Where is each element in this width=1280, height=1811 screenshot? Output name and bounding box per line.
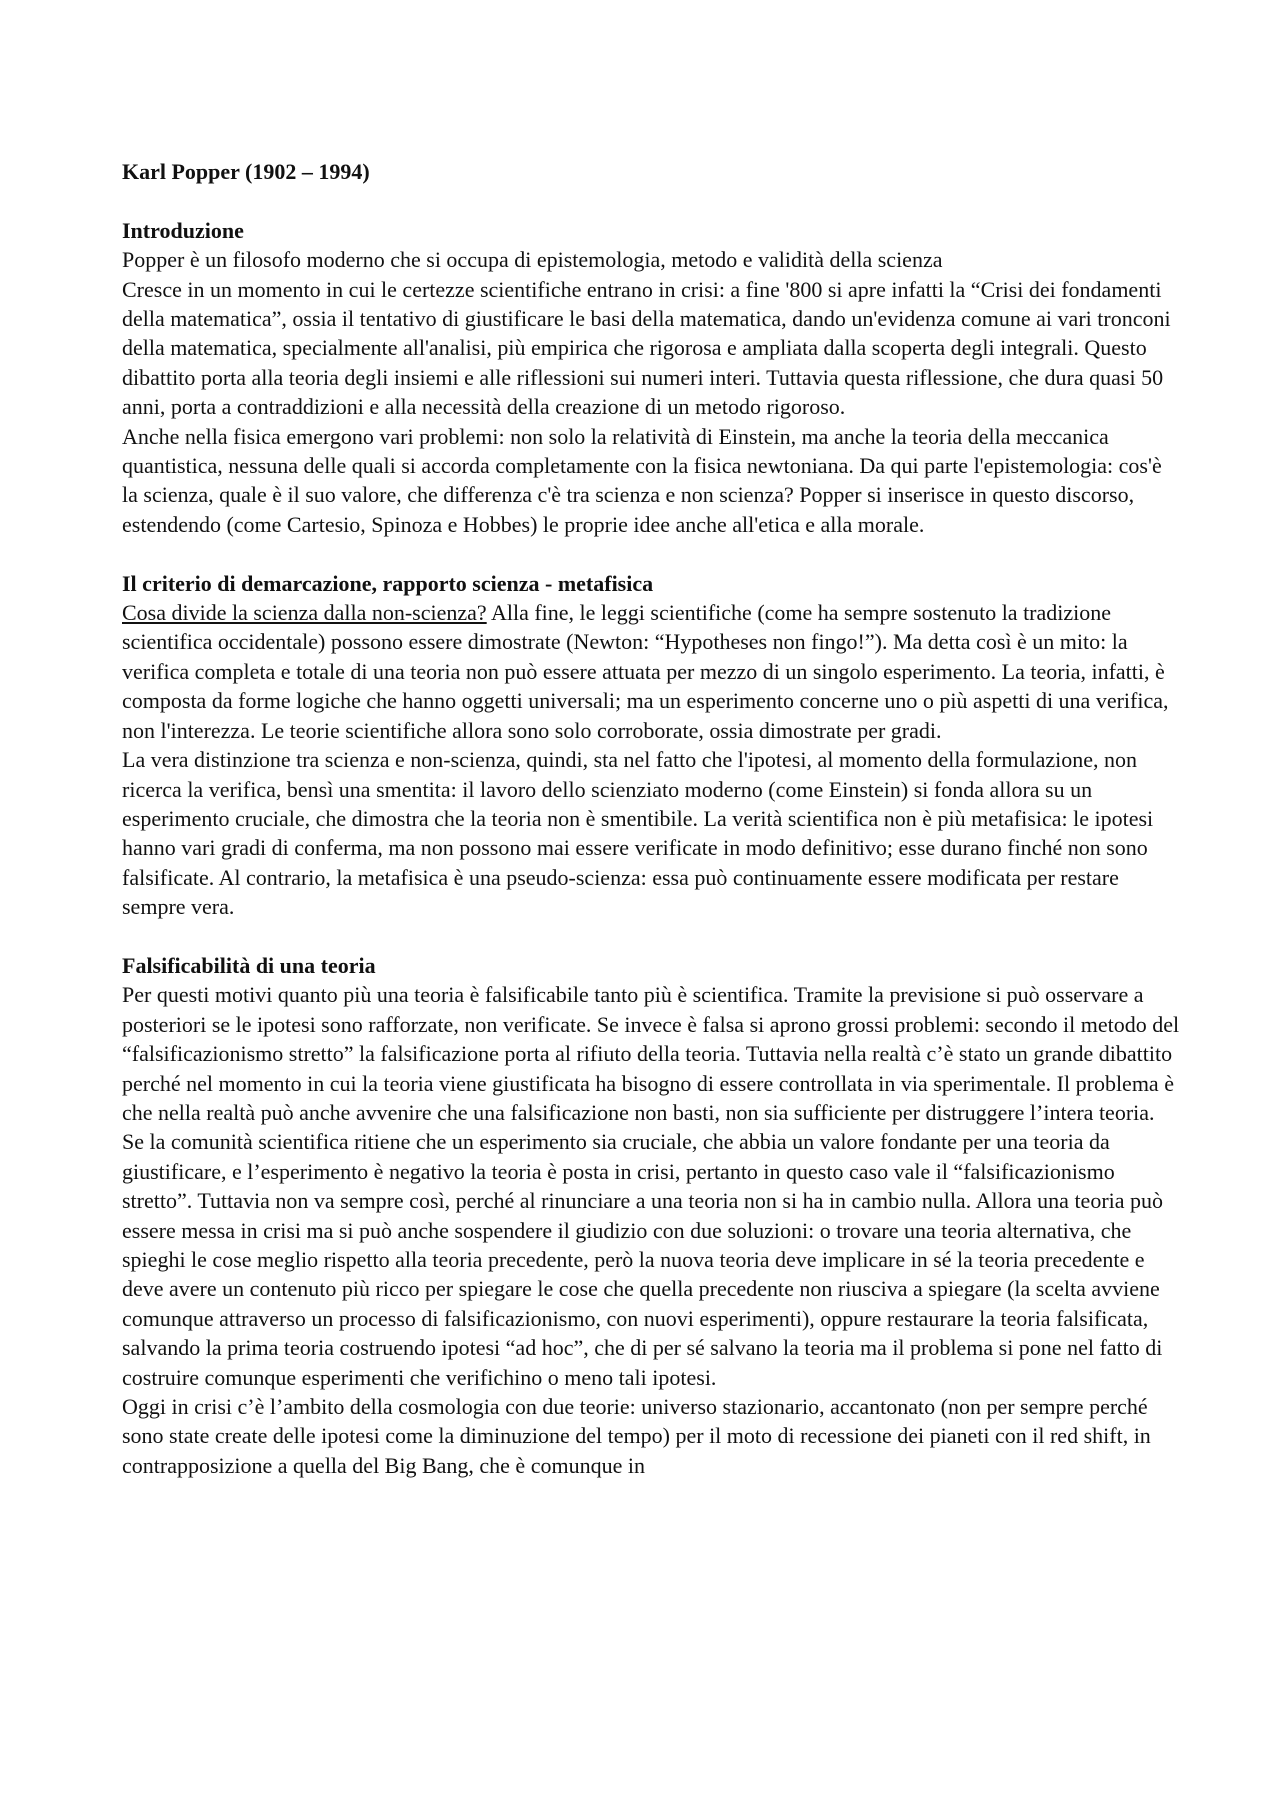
paragraph: Oggi in crisi c’è l’ambito della cosmologia con due teorie: universo stazionario, accantonato (non per sempre perché sono state create delle ipotesi come la diminuzione del tempo) per il moto di recessione dei pianeti con il red shift, in contrapposizione a quella del Big Bang, che è comunque in [122,1394,1151,1478]
spacer [122,539,1182,568]
paragraph: La vera distinzione tra scienza e non-scienza, quindi, sta nel fatto che l'ipotesi, al momento della formulazione, non ricerca la verifica, bensì una smentita: il lavoro dello scienziato moderno (come Einstein) si fonda allora su un esperimento cruciale, che dimostra che la teoria non è smentibile. La verità scientifica non è più metafisica: le ipotesi hanno vari gradi di conferma, ma non possono mai essere verificate in modo definitivo; esse durano finché non sono falsificate. Al contrario, la metafisica è una pseudo-scienza: essa può continuamente essere modificata per restare sempre vera. [122,747,1154,920]
paragraph: Per questi motivi quanto più una teoria è falsificabile tanto più è scientifica. Tramite la previsione si può osservare a posteriori se le ipotesi sono rafforzate, non verificate. Se invece è falsa si aprono grossi problemi: secondo il metodo del “falsificazionismo stretto” la falsificazione porta al rifiuto della teoria. Tuttavia nella realtà c’è stato un grande dibattito perché nel momento in cui la teoria viene giustificata ha bisogno di essere controllata in via sperimentale. Il problema è che nella realtà può anche avvenire che una falsificazione non basti, non sia sufficiente per distruggere l’intera teoria. Se la comunità scientifica ritiene che un esperimento sia cruciale, che abbia un valore fondante per una teoria da giustificare, e l’esperimento è negativo la teoria è posta in crisi, pertanto in questo caso vale il “falsificazionismo stretto”. Tuttavia non va sempre così, perché al rinunciare a una teoria non si ha in cambio nulla. Allora una teoria può essere messa in crisi ma si può anche sospendere il giudizio con due soluzioni: o trovare una teoria alternativa, che spieghi le cose meglio rispetto alla teoria precedente, però la nuova teoria deve implicare in sé la teoria precedente e deve avere un contenuto più ricco per spiegare le cose che quella precedente non riusciva a spiegare (la scelta avviene comunque attraverso un processo di falsificazionismo, con nuovi esperimenti), oppure restaurare la teoria falsificata, salvando la prima teoria costruendo ipotesi “ad hoc”, che di per sé salvano la teoria ma il problema si pone nel fatto di costruire comunque esperimenti che verifichino o meno tali ipotesi. [122,982,1180,1390]
paragraph: Cresce in un momento in cui le certezze scientifiche entrano in crisi: a fine '800 si apre infatti la “Crisi dei fondamenti della matematica”, ossia il tentativo di giustificare le basi della matematica, dando un'evidenza comune ai vari tronconi della matematica, specialmente all'analisi, più empirica che rigorosa e ampliata dalla scoperta degli integrali. Questo dibattito porta alla teoria degli insiemi e alle riflessioni sui numeri interi. Tuttavia questa riflessione, che dura quasi 50 anni, porta a contraddizioni e alla necessità della creazione di un metodo rigoroso. [122,276,1171,420]
document-page [122,157,1182,1480]
section-heading-demarcazione: Il criterio di demarcazione, rapporto scienza - metafisica [122,570,654,596]
section-heading-introduzione: Introduzione [122,217,244,243]
underlined-question: Cosa divide la scienza dalla non-scienza? [122,600,487,626]
paragraph: Popper è un filosofo moderno che si occupa di epistemologia, metodo e validità della scienza [122,247,943,273]
section-heading-falsificabilita: Falsificabilità di una teoria [122,952,376,978]
paragraph-text: Alla fine, le leggi scientifiche (come ha sempre sostenuto la tradizione scientifica occidentale) possono essere dimostrate (Newton: “Hypotheses non fingo!”). Ma detta così è un mito: la verifica completa e totale di una teoria non può essere attuata per mezzo di un singolo esperimento. La teoria, infatti, è composta da forme logiche che hanno oggetti universali; ma un esperimento concerne uno o più aspetti di una verifica, non l'interezza. Le teorie scientifiche allora sono solo corroborate, ossia dimostrate per gradi. [122,600,1169,743]
paragraph: Anche nella fisica emergono vari problemi: non solo la relatività di Einstein, ma anche la teoria della meccanica quantistica, nessuna delle quali si accorda completamente con la fisica newtoniana. Da qui parte l'epistemologia: cos'è la scienza, quale è il suo valore, che differenza c'è tra scienza e non scienza? Popper si inserisce in questo discorso, estendendo (come Cartesio, Spinoza e Hobbes) le proprie idee anche all'etica e alla morale. [122,423,1162,537]
document-title: Karl Popper (1902 – 1994) [122,159,370,184]
spacer [122,186,1182,215]
paragraph [122,598,1182,745]
spacer [122,922,1182,951]
